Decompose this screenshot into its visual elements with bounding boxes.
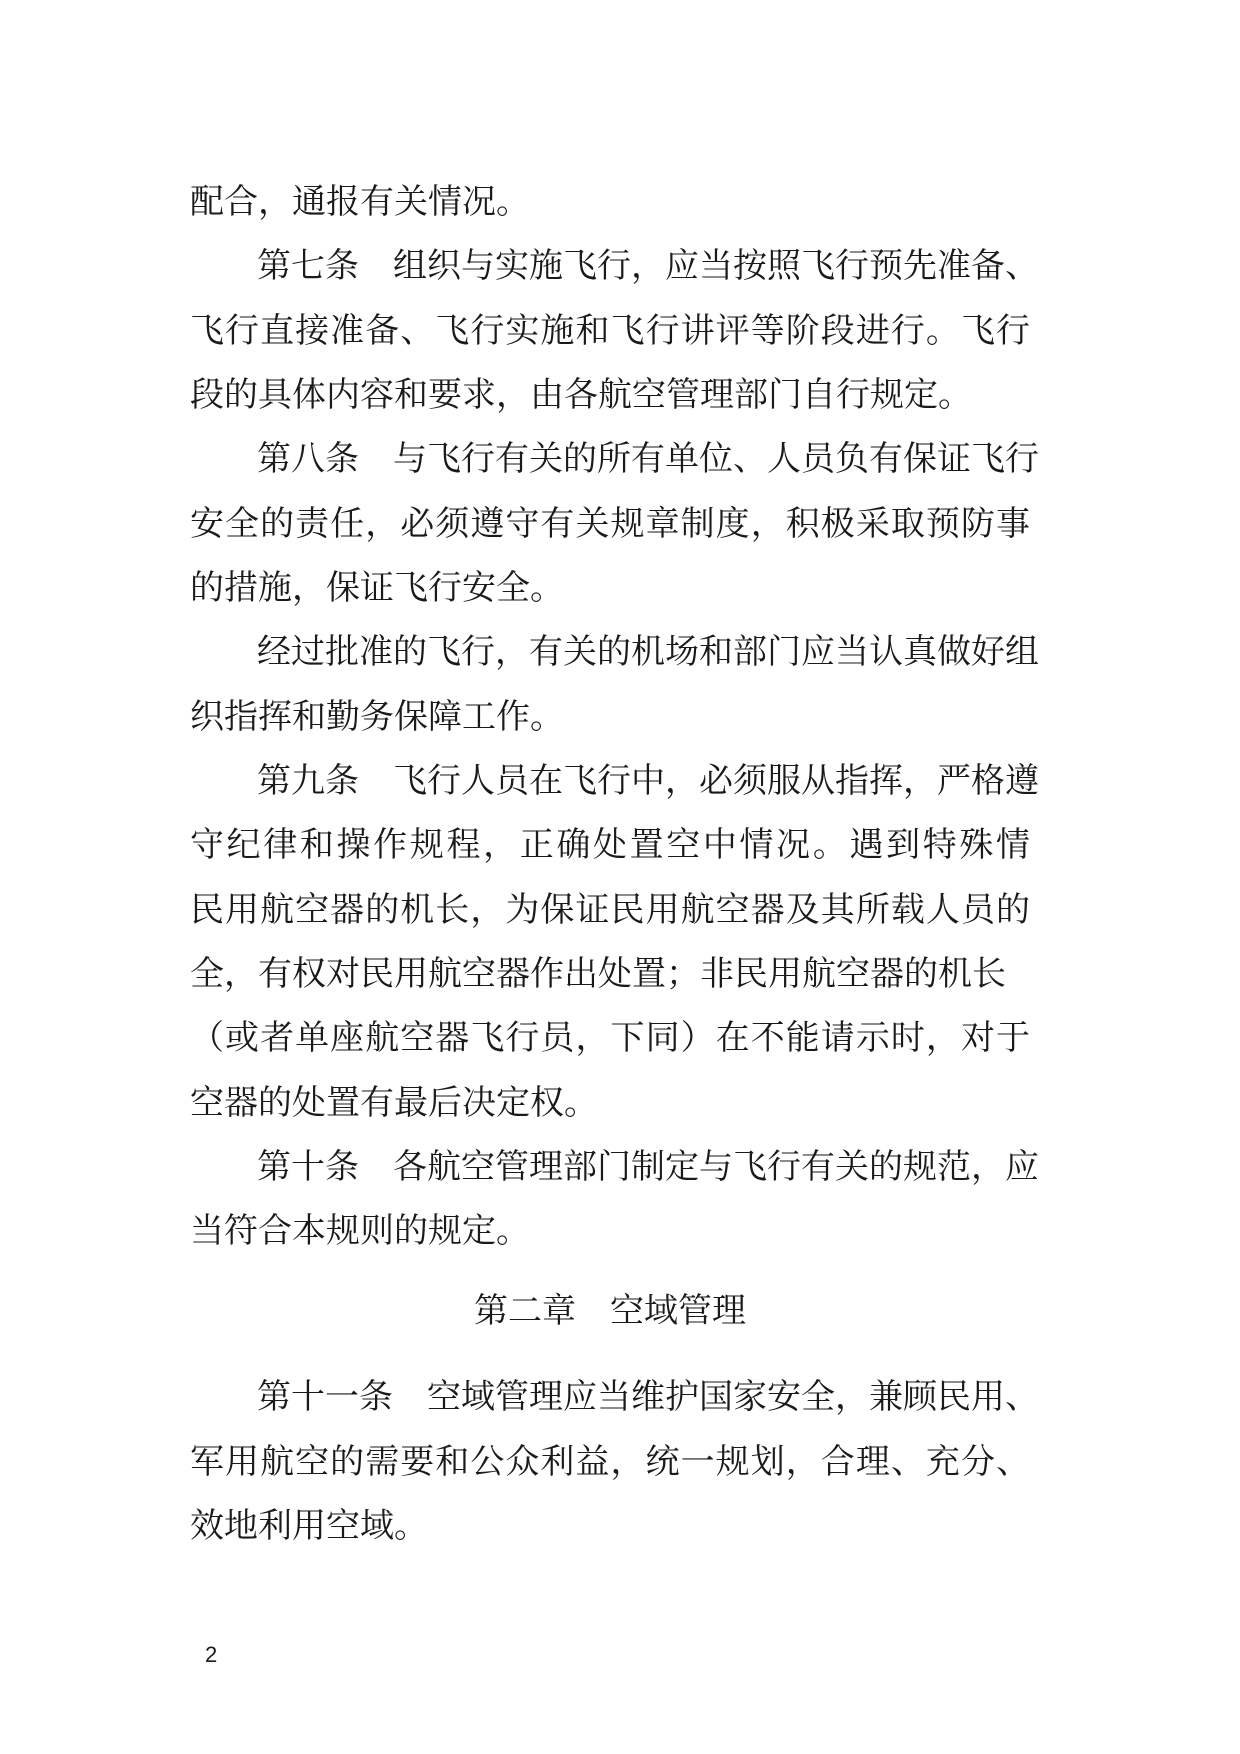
- paragraph-line: 配合，通报有关情况。: [190, 182, 530, 222]
- paragraph-line: 当符合本规则的规定。: [190, 1211, 530, 1251]
- paragraph-line: 民用航空器的机长，为保证民用航空器及其所载人员的: [190, 890, 1030, 930]
- paragraph-line: 军用航空的需要和公众利益，统一规划，合理、充分、: [190, 1442, 1030, 1482]
- paragraph-line: 空器的处置有最后决定权。: [190, 1083, 598, 1123]
- article-10-heading-line: 第十条 各航空管理部门制定与飞行有关的规范，应: [257, 1147, 1039, 1187]
- chapter-title: 第二章 空域管理: [474, 1291, 746, 1331]
- paragraph-line: 经过批准的飞行，有关的机场和部门应当认真做好组: [257, 632, 1039, 672]
- article-8-heading-line: 第八条 与飞行有关的所有单位、人员负有保证飞行: [257, 439, 1039, 479]
- paragraph-line: 的措施，保证飞行安全。: [190, 568, 564, 608]
- article-7-heading-line: 第七条 组织与实施飞行，应当按照飞行预先准备、: [257, 246, 1039, 286]
- paragraph-line: 织指挥和勤务保障工作。: [190, 697, 564, 737]
- article-11-heading-line: 第十一条 空域管理应当维护国家安全，兼顾民用、: [257, 1377, 1039, 1417]
- paragraph-line: 飞行直接准备、飞行实施和飞行讲评等阶段进行。飞行: [190, 311, 1030, 351]
- paragraph-line: 全，有权对民用航空器作出处置；非民用航空器的机长: [190, 954, 1006, 994]
- paragraph-line: （或者单座航空器飞行员，下同）在不能请示时，对于: [190, 1018, 1030, 1058]
- page-number: 2: [205, 1642, 218, 1667]
- paragraph-line: 段的具体内容和要求，由各航空管理部门自行规定。: [190, 375, 972, 415]
- paragraph-line: 效地利用空域。: [190, 1506, 428, 1546]
- article-9-heading-line: 第九条 飞行人员在飞行中，必须服从指挥，严格遵: [257, 761, 1039, 801]
- paragraph-line: 安全的责任，必须遵守有关规章制度，积极采取预防事: [190, 504, 1030, 544]
- paragraph-line: 守纪律和操作规程，正确处置空中情况。遇到特殊情: [190, 825, 1030, 865]
